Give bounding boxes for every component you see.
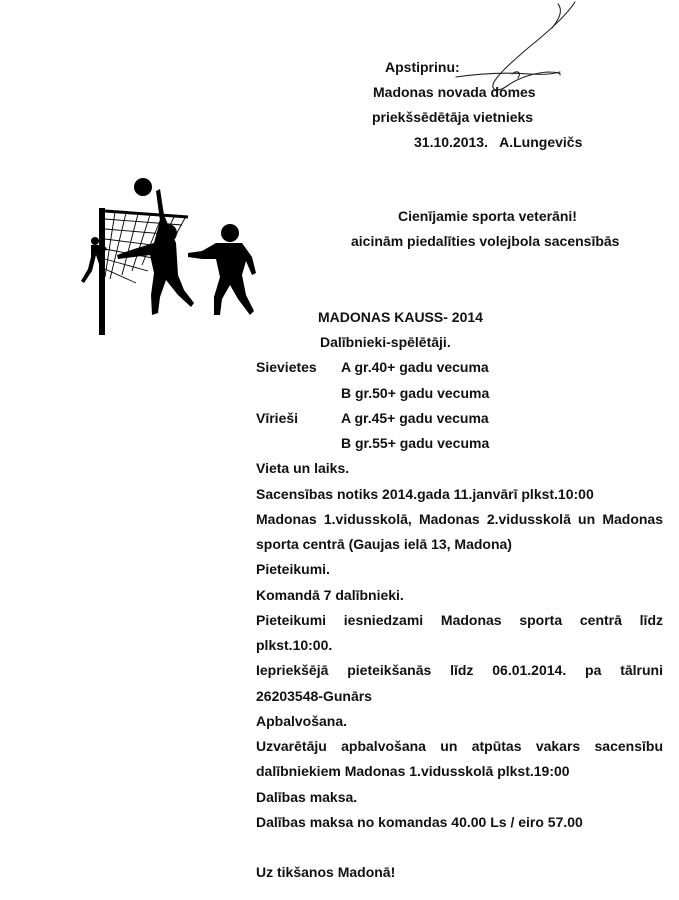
fee-line: Dalības maksa no komandas 40.00 Ls / eiro 57.00	[256, 814, 583, 830]
signature-image	[0, 0, 679, 130]
women-group-b: B gr.50+ gadu vecuma	[341, 385, 490, 401]
awards-heading: Apbalvošana.	[256, 713, 348, 729]
men-label: Vīrieši	[256, 410, 299, 426]
awards-line: Uzvarētāju apbalvošana un atpūtas vakars sacensību	[256, 738, 663, 754]
applications-heading: Pieteikumi.	[256, 561, 330, 577]
team-size-line: Komandā 7 dalībnieki.	[256, 587, 404, 603]
place-heading: Vieta un laiks.	[256, 460, 350, 476]
applications-line: Pieteikumi iesniedzami Madonas sporta centrā līdz	[256, 612, 663, 628]
approval-position: priekšsēdētāja vietnieks	[372, 109, 534, 125]
women-label: Sievietes	[256, 359, 317, 375]
fee-heading: Dalības maksa.	[256, 789, 358, 805]
place-address-line: sporta centrā (Gaujas ielā 13, Madona)	[256, 536, 512, 552]
men-group-a: A gr.45+ gadu vecuma	[341, 410, 489, 426]
place-venues-line: Madonas 1.vidusskolā, Madonas 2.vidusskolā un Madonas	[256, 511, 663, 527]
invitation-line: aicinām piedalīties volejbola sacensībās	[351, 233, 620, 249]
event-title: MADONAS KAUSS- 2014	[318, 309, 483, 325]
volleyball-players-illustration	[70, 175, 270, 340]
closing-line: Uz tikšanos Madonā!	[256, 864, 396, 880]
approval-council: Madonas novada domes	[373, 84, 536, 100]
women-group-a: A gr.40+ gadu vecuma	[341, 359, 489, 375]
participants-heading: Dalībnieki-spēlētāji.	[320, 334, 451, 350]
greeting-line: Cienījamie sporta veterāni!	[398, 208, 577, 224]
applications-time-line: plkst.10:00.	[256, 637, 333, 653]
approval-label: Apstiprinu:	[385, 59, 460, 75]
phone-line: 26203548-Gunārs	[256, 688, 372, 704]
men-group-b: B gr.55+ gadu vecuma	[341, 435, 490, 451]
awards-place-line: dalībniekiem Madonas 1.vidusskolā plkst.19:00	[256, 763, 570, 779]
place-date-line: Sacensības notiks 2014.gada 11.janvārī plkst.10:00	[256, 486, 594, 502]
preregistration-line: Iepriekšējā pieteikšanās līdz 06.01.2014. pa tālruni	[256, 662, 663, 678]
approval-date-name: 31.10.2013. A.Lungevičs	[414, 134, 583, 150]
